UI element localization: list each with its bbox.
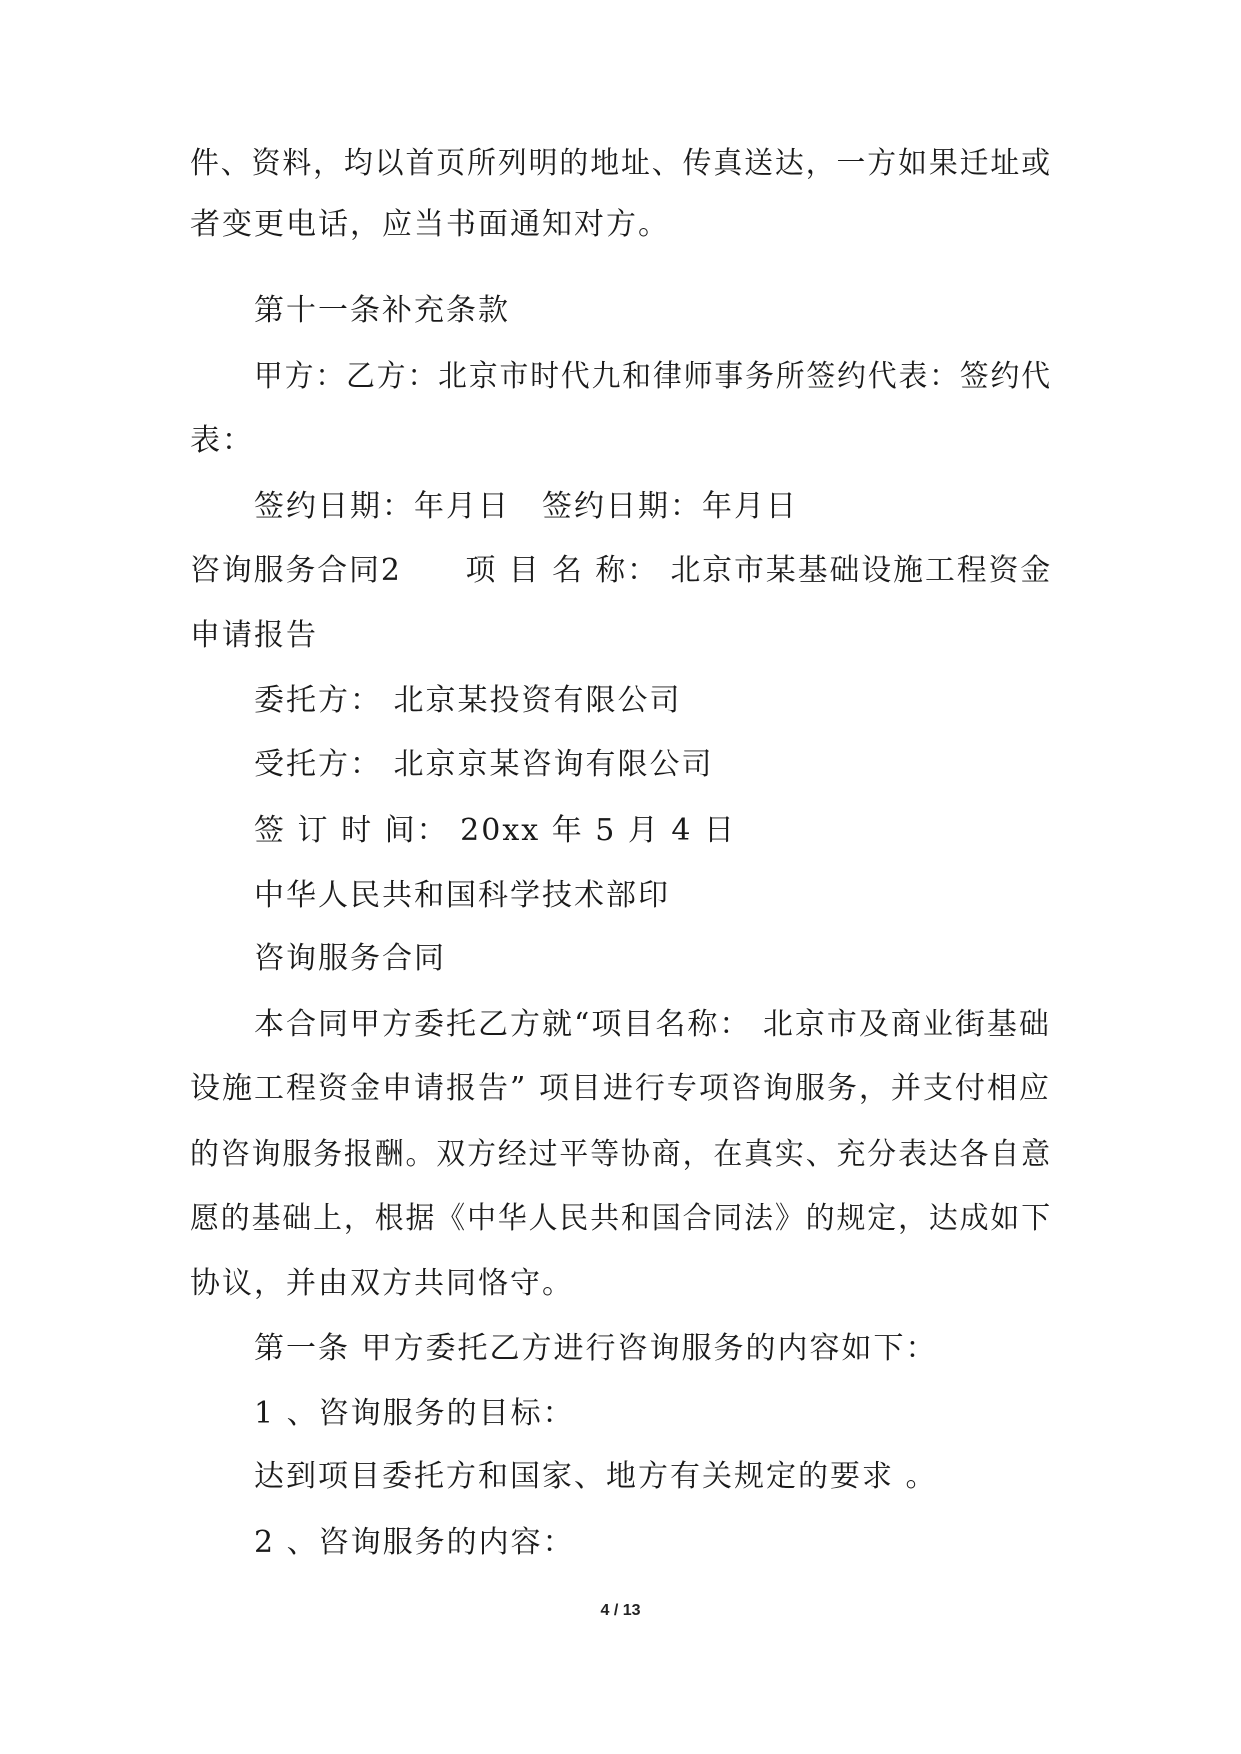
text-line: 签约日期：年月日 签约日期：年月日: [254, 489, 798, 524]
text-line: 2 、咨询服务的内容：: [254, 1525, 575, 1560]
text-line: 签 订 时 间： 20xx 年 5 月 4 日: [254, 813, 737, 848]
text-line: 的咨询服务报酬。双方经过平等协商，在真实、充分表达各自意: [190, 1137, 1052, 1172]
text-line: 协议，并由双方共同恪守。: [190, 1266, 574, 1301]
text-line: 委托方： 北京某投资有限公司: [254, 683, 682, 718]
text-line: 1 、咨询服务的目标：: [254, 1396, 575, 1431]
text-line: 受托方： 北京京某咨询有限公司: [254, 747, 714, 782]
text-line: 愿的基础上，根据《中华人民共和国合同法》的规定，达成如下: [190, 1201, 1052, 1236]
page-number: 4 / 13: [600, 1602, 641, 1619]
text-line: 中华人民共和国科学技术部印: [254, 878, 670, 913]
section-heading: 第十一条补充条款: [254, 293, 510, 328]
text-line: 者变更电话，应当书面通知对方。: [190, 207, 670, 242]
text-line: 表：: [190, 423, 254, 458]
text-line: 申请报告: [190, 618, 318, 653]
text-line: 甲方：乙方：北京市时代九和律师事务所签约代表：签约代: [254, 359, 1052, 394]
text-line: 咨询服务合同2 项 目 名 称： 北京市某基础设施工程资金: [190, 553, 1053, 588]
text-line: 本合同甲方委托乙方就“项目名称： 北京市及商业街基础: [254, 1007, 1051, 1042]
text-line: 设施工程资金申请报告” 项目进行专项咨询服务，并支付相应: [190, 1071, 1051, 1106]
text-line: 件、资料，均以首页所列明的地址、传真送达，一方如果迁址或: [190, 146, 1052, 181]
section-heading: 咨询服务合同: [254, 941, 446, 976]
text-line: 第一条 甲方委托乙方进行咨询服务的内容如下：: [254, 1331, 938, 1366]
text-line: 达到项目委托方和国家、地方有关规定的要求 。: [254, 1459, 938, 1494]
